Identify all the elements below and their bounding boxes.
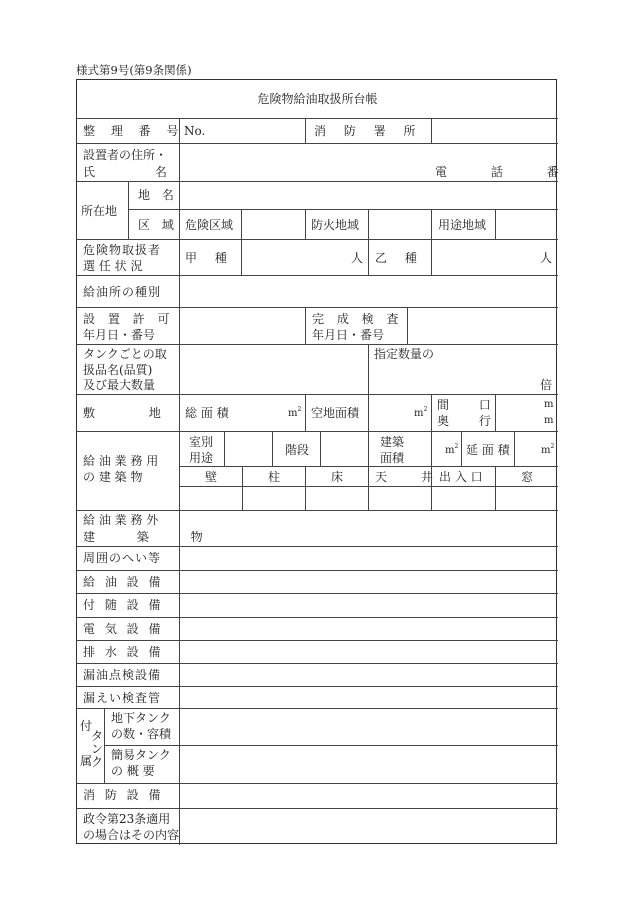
col-divider bbox=[368, 394, 369, 431]
tank-hinmei-label-3: 及び最大数量 bbox=[83, 378, 156, 392]
fuzoku-ku: ク bbox=[91, 755, 104, 769]
fuzoku-zoku: 属 bbox=[80, 754, 93, 768]
nin-label-2: 人 bbox=[540, 251, 553, 265]
m2-unit-text: m bbox=[445, 445, 455, 456]
bouka-chiiki-label: 防火地域 bbox=[311, 218, 360, 232]
kenchikubutsu-label: 給 油 業 務 用 bbox=[83, 454, 159, 468]
maguchi-label: 間 口 bbox=[437, 398, 491, 412]
row-divider bbox=[77, 431, 558, 432]
fuzoku-fu: 付 bbox=[80, 719, 93, 733]
seirei-label: 政令第23条適用 bbox=[83, 812, 171, 826]
kyuyu-setsubi-label: 給 油 設 備 bbox=[83, 575, 161, 589]
gyomugai-label: 給 油 業 務 外 bbox=[83, 513, 159, 527]
tenjo-label: 天 井 bbox=[375, 470, 433, 484]
col-divider bbox=[305, 394, 306, 431]
kan-i-tank-label: 簡易タンク bbox=[111, 748, 171, 762]
row-divider bbox=[104, 745, 558, 746]
row-divider bbox=[128, 209, 558, 210]
register-form bbox=[76, 79, 557, 844]
kansei-label: 完 成 検 査 bbox=[312, 312, 399, 326]
kuuchi-menseki-label: 空地面積 bbox=[311, 406, 360, 420]
row-divider bbox=[77, 593, 558, 594]
m2-unit bbox=[288, 407, 301, 419]
mado-label: 窓 bbox=[521, 470, 534, 484]
col-divider bbox=[320, 431, 321, 466]
m-unit-2: m bbox=[544, 415, 554, 426]
shobo-shosho-label: 消 防 署 所 bbox=[314, 124, 423, 138]
row-divider bbox=[77, 181, 558, 182]
setchisha-label: 設置者の住所・ bbox=[83, 148, 168, 162]
col-divider bbox=[431, 431, 432, 466]
hashira-label: 柱 bbox=[268, 470, 281, 484]
row-divider bbox=[77, 118, 558, 119]
m-unit-1: m bbox=[544, 399, 554, 410]
row-divider bbox=[77, 307, 558, 308]
col-divider bbox=[368, 209, 369, 239]
row-divider bbox=[77, 663, 558, 664]
otsushu-label: 乙 種 bbox=[375, 251, 417, 265]
chimei-label: 地 名 bbox=[138, 188, 174, 202]
nobe-menseki-label: 延 面 積 bbox=[466, 443, 510, 457]
row-divider bbox=[77, 686, 558, 687]
deiriguchi-label: 出 入 口 bbox=[439, 470, 483, 484]
shubetsu-label: 給油所の種別 bbox=[83, 285, 162, 299]
col-divider bbox=[368, 239, 369, 275]
col-divider bbox=[495, 209, 496, 239]
row-divider bbox=[77, 510, 558, 511]
m2-sup: 2 bbox=[423, 406, 428, 413]
col-divider bbox=[242, 466, 243, 510]
row-divider bbox=[77, 783, 558, 784]
tank-hinmei-label-2: 扱品名(品質) bbox=[83, 363, 153, 377]
shui-hei-label: 周囲のへい等 bbox=[83, 551, 162, 565]
col-divider bbox=[305, 307, 306, 344]
kaidan-label: 階段 bbox=[285, 443, 310, 457]
koshu-label: 甲 種 bbox=[185, 251, 227, 265]
col-divider bbox=[368, 344, 369, 394]
m2-sup: 2 bbox=[454, 443, 459, 450]
m2-unit bbox=[414, 407, 427, 419]
bai-label: 倍 bbox=[540, 378, 553, 392]
row-divider bbox=[77, 546, 558, 547]
seiri-bango-label: 整 理 番 号 bbox=[83, 124, 185, 138]
kuiki-label: 区 域 bbox=[138, 218, 174, 232]
col-divider bbox=[305, 209, 306, 239]
col-divider bbox=[272, 431, 273, 466]
menseki-label: 面積 bbox=[380, 451, 405, 465]
shitsubetsu-label: 室別 bbox=[189, 435, 214, 449]
form-number: 様式第9号(第9条関係) bbox=[76, 63, 192, 77]
shitei-suryo-label: 指定数量の bbox=[374, 347, 435, 361]
form-title: 危険物給油取扱所台帳 bbox=[257, 92, 378, 106]
seirei-label-2: の場合はその内容 bbox=[83, 828, 180, 842]
senin-label-2: 選 任 状 況 bbox=[83, 259, 143, 273]
setchisha-label-2: 氏 名 bbox=[83, 165, 167, 179]
col-divider bbox=[241, 209, 242, 239]
col-divider bbox=[407, 307, 408, 344]
youto-chiiki-label: 用途地域 bbox=[438, 218, 487, 232]
col-divider bbox=[179, 118, 180, 845]
kyoka-label-2: 年月日・番号 bbox=[83, 328, 156, 342]
m2-sup: 2 bbox=[297, 406, 302, 413]
kansei-label-2: 年月日・番号 bbox=[312, 328, 385, 342]
nin-label-1: 人 bbox=[351, 251, 364, 265]
no-label: No. bbox=[184, 124, 206, 138]
col-divider bbox=[104, 708, 105, 783]
kiken-kuiki-label: 危険区域 bbox=[185, 218, 234, 232]
youto-label: 用途 bbox=[189, 451, 214, 465]
col-divider bbox=[368, 466, 369, 510]
royu-tenken-label: 漏油点検設備 bbox=[83, 668, 162, 682]
okuyuki-label: 奥 行 bbox=[437, 414, 491, 428]
m2-unit bbox=[541, 444, 554, 456]
chika-tank-label: 地下タンク bbox=[111, 711, 171, 725]
shikichi-label: 敷 地 bbox=[83, 406, 161, 420]
sou-menseki-label: 総 面 積 bbox=[185, 406, 229, 420]
row-divider bbox=[77, 570, 558, 571]
gyomugai-label-2: 建 築 物 bbox=[83, 530, 203, 544]
roei-kensakan-label: 漏えい検査管 bbox=[83, 691, 162, 705]
denwa-label: 電 話 番 bbox=[435, 165, 559, 179]
kenchikubutsu-label-2: の 建 築 物 bbox=[83, 470, 143, 484]
denki-setsubi-label: 電 気 設 備 bbox=[83, 622, 161, 636]
col-divider bbox=[224, 431, 225, 466]
col-divider bbox=[431, 209, 432, 239]
haisui-setsubi-label: 排 水 設 備 bbox=[83, 645, 161, 659]
shobo-setsubi-label: 消 防 設 備 bbox=[83, 788, 161, 802]
row-divider bbox=[77, 344, 558, 345]
fuzoku-n: ン bbox=[91, 742, 104, 756]
chika-tank-label-2: の数・容積 bbox=[111, 727, 172, 741]
fuzoku-ta: タ bbox=[91, 729, 104, 743]
col-divider bbox=[461, 431, 462, 466]
row-divider bbox=[77, 239, 558, 240]
shozaichi-label: 所在地 bbox=[81, 204, 118, 218]
row-divider bbox=[77, 708, 558, 709]
col-divider bbox=[128, 181, 129, 239]
yuka-label: 床 bbox=[331, 470, 344, 484]
col-divider bbox=[431, 394, 432, 431]
kan-i-tank-label-2: の 概 要 bbox=[111, 764, 155, 778]
col-divider bbox=[305, 118, 306, 143]
m2-unit-text: m bbox=[414, 408, 424, 419]
row-divider bbox=[77, 143, 558, 144]
col-divider bbox=[495, 394, 496, 431]
row-divider bbox=[77, 617, 558, 618]
m2-unit-text: m bbox=[541, 445, 551, 456]
col-divider bbox=[241, 239, 242, 275]
col-divider bbox=[368, 431, 369, 466]
kyoka-label: 設 置 許 可 bbox=[83, 312, 170, 326]
m2-unit-text: m bbox=[288, 408, 298, 419]
col-divider bbox=[305, 466, 306, 510]
row-divider bbox=[77, 640, 558, 641]
col-divider bbox=[431, 239, 432, 275]
col-divider bbox=[495, 466, 496, 510]
col-divider bbox=[514, 431, 515, 466]
fuzui-setsubi-label: 付 随 設 備 bbox=[83, 598, 161, 612]
kenchiku-label: 建築 bbox=[380, 435, 405, 449]
row-divider bbox=[77, 275, 558, 276]
m2-sup: 2 bbox=[550, 443, 555, 450]
col-divider bbox=[431, 118, 432, 143]
senin-label: 危険物取扱者 bbox=[83, 243, 162, 257]
row-divider bbox=[77, 394, 558, 395]
m2-unit bbox=[445, 444, 458, 456]
tank-hinmei-label: タンクごとの取 bbox=[83, 347, 167, 361]
row-divider bbox=[77, 808, 558, 809]
kabe-label: 壁 bbox=[205, 470, 218, 484]
